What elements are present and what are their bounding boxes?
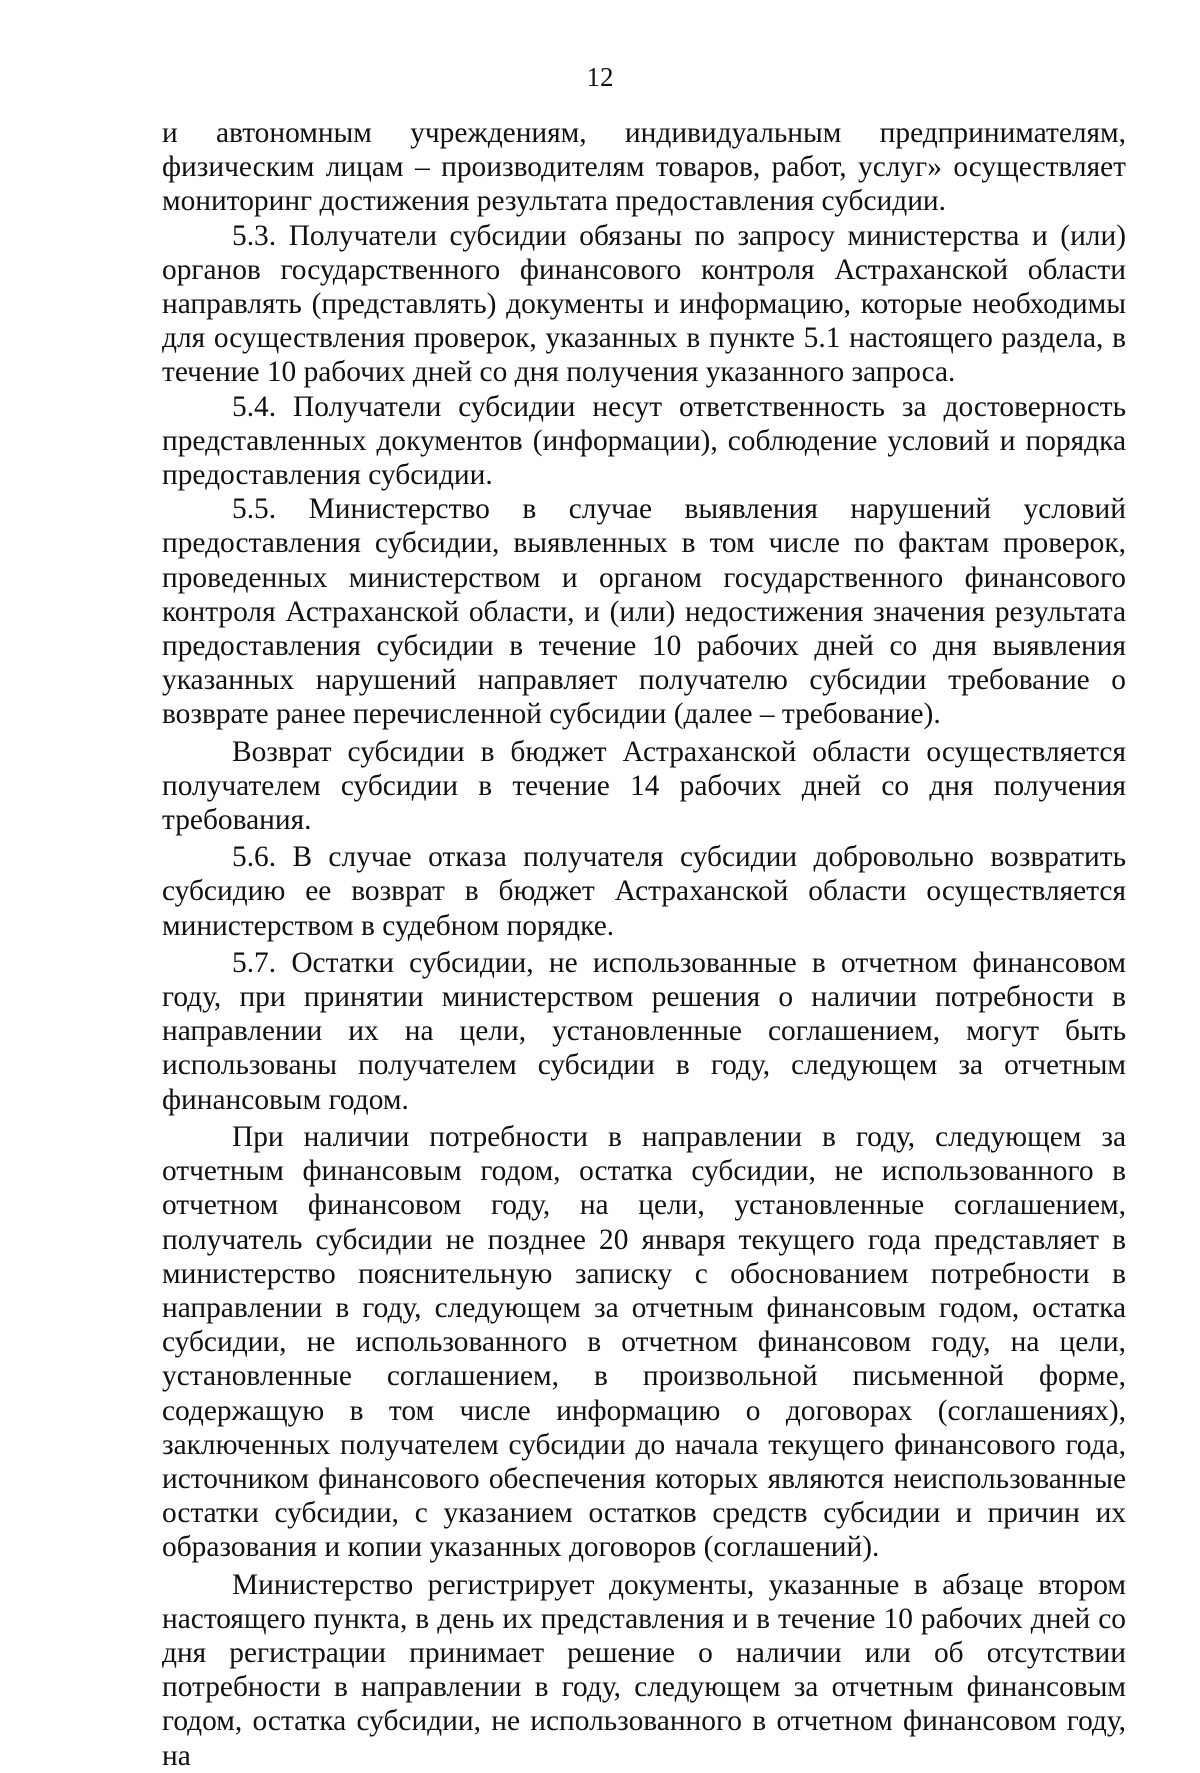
paragraph-registration: Министерство регистрирует документы, указанные в абзаце втором настоящего пункта, в день их представления и в течение 10 рабочих дней со дня регистрации принимает решение о наличии или об отсутствии потребности в направлении в году, следующем за отчетным финансовым годом, остатка субсидии, не использованного в отчетном финансовом году, на bbox=[162, 1568, 1126, 1772]
paragraph-need: При наличии потребности в направлении в году, следующем за отчетным финансовым годом, остатка субсидии, не использованного в отчетном финансовом году, на цели, установленные соглашением, получатель субсидии не позднее 20 января текущего года представляет в министерство пояснительную записку с обоснованием потребности в направлении в году, следующем за отчетным финансовым годом, остатка субсидии, не использованного в отчетном финансовом году, на цели, установленные соглашением, в произвольной письменной форме, содержащую в том числе информацию о договорах (соглашениях), заключенных получателем субсидии до начала текущего финансового года, источником финансового обеспечения которых являются неиспользованные остатки субсидии, с указанием остатков средств субсидии и причин их образования и копии указанных договоров (соглашений). bbox=[162, 1120, 1126, 1564]
document-body bbox=[162, 116, 1126, 1773]
paragraph-5-4: 5.4. Получатели субсидии несут ответственность за достоверность представленных документов (информации), соблюдение условий и порядка предоставления субсидии. bbox=[162, 390, 1126, 492]
paragraph-5-3: 5.3. Получатели субсидии обязаны по запросу министерства и (или) органов государственного финансового контроля Астраханской области направлять (представлять) документы и информацию, которые необходимы для осуществления проверок, указанных в пункте 5.1 настоящего раздела, в течение 10 рабочих дней со дня получения указанного запроса. bbox=[162, 219, 1126, 389]
paragraph-5-5: 5.5. Министерство в случае выявления нарушений условий предоставления субсидии, выявленных в том числе по фактам проверок, проведенных министерством и органом государственного финансового контроля Астраханской области, и (или) недостижения значения результата предоставления субсидии в течение 10 рабочих дней со дня выявления указанных нарушений направляет получателю субсидии требование о возврате ранее перечисленной субсидии (далее – требование). bbox=[162, 493, 1126, 731]
paragraph-continuation: и автономным учреждениям, индивидуальным предпринимателям, физическим лицам – производителям товаров, работ, услуг» осуществляет мониторинг достижения результата предоставления субсидии. bbox=[162, 117, 1126, 218]
paragraph-5-7: 5.7. Остатки субсидии, не использованные в отчетном финансовом году, при принятии министерством решения о наличии потребности в направлении их на цели, установленные соглашением, могут быть использованы получателем субсидии в году, следующем за отчетным финансовым годом. bbox=[162, 946, 1126, 1116]
paragraph-5-6: 5.6. В случае отказа получателя субсидии добровольно возвратить субсидию ее возврат в бюджет Астраханской области осуществляется министерством в судебном порядке. bbox=[162, 841, 1126, 942]
page-number: 12 bbox=[586, 62, 614, 92]
paragraph-refund: Возврат субсидии в бюджет Астраханской области осуществляется получателем субсидии в течение 14 рабочих дней со дня получения требования. bbox=[162, 735, 1126, 837]
